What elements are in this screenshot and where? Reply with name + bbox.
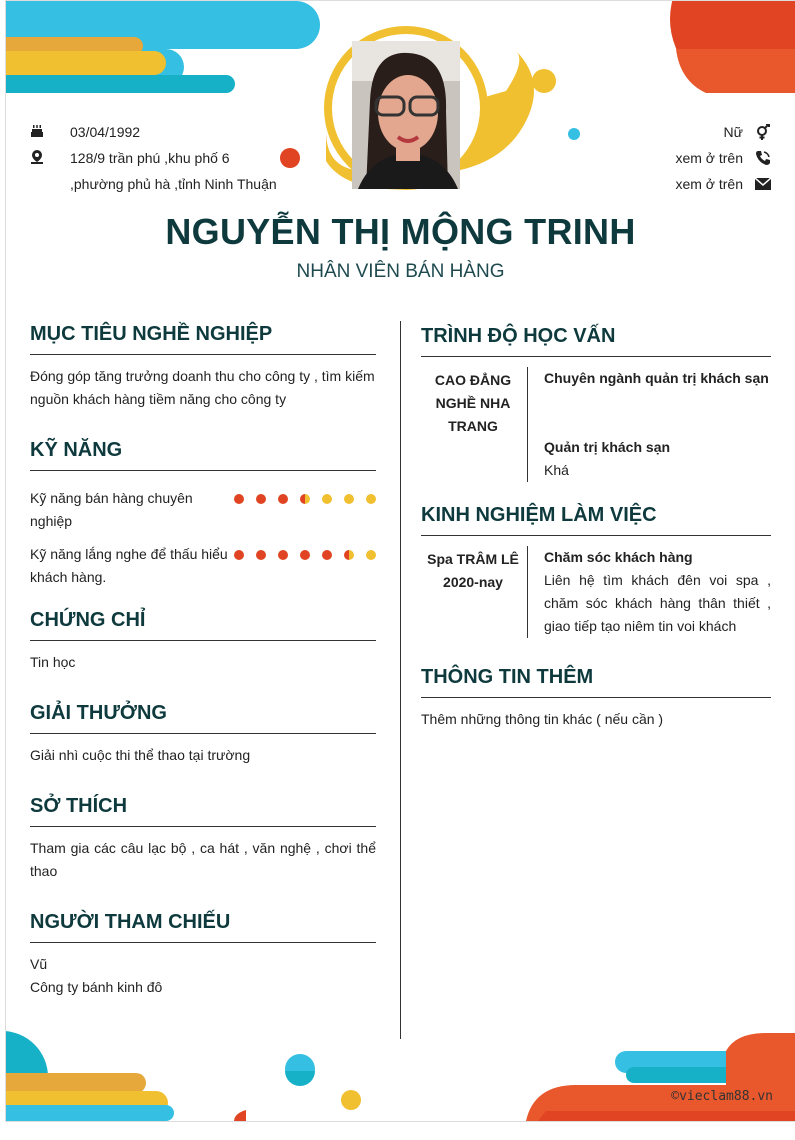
experience-line: [527, 546, 528, 638]
rating-dot: [366, 494, 376, 504]
rating-dot: [256, 494, 266, 504]
birthday-row: [30, 119, 277, 145]
education-line: [527, 367, 528, 482]
decor-top-left: [6, 1, 326, 101]
experience-title: KINH NGHIỆM LÀM VIỆC: [421, 504, 771, 536]
rating-dot: [256, 550, 266, 560]
skill-rating: [234, 543, 376, 560]
extra-text: Thêm những thông tin khác ( nếu cần ): [421, 711, 664, 727]
rating-dot: [344, 494, 354, 504]
hobbies-section: [30, 795, 376, 883]
rating-dot: [322, 550, 332, 560]
decor-top-right: [666, 1, 795, 101]
awards-title: GIẢI THƯỞNG: [30, 702, 376, 734]
birthday-text: 03/04/1992: [70, 124, 141, 140]
certificates-text: Tin học: [30, 654, 76, 670]
rating-dot: [300, 494, 310, 504]
address-line-1: 128/9 trần phú ,khu phố 6: [70, 150, 230, 166]
skill-name: Kỹ năng bán hàng chuyên nghiệp: [30, 490, 193, 529]
objective-title: MỤC TIÊU NGHỀ NGHIỆP: [30, 323, 376, 355]
reference-company: Công ty bánh kinh đô: [30, 979, 163, 995]
rating-dot: [366, 550, 376, 560]
gender-icon: [743, 124, 771, 140]
objective-section: [30, 323, 376, 411]
rating-dot: [278, 494, 288, 504]
certificates-section: [30, 609, 376, 674]
rating-dot: [300, 550, 310, 560]
avatar: [352, 41, 460, 189]
cake-icon: [30, 119, 70, 138]
skills-title: KỸ NĂNG: [30, 439, 376, 471]
job-title: NHÂN VIÊN BÁN HÀNG: [296, 261, 505, 282]
location-icon: [30, 145, 70, 164]
objective-text: Đóng góp tăng trưởng doanh thu cho công ty , tìm kiếm nguồn khách hàng tiềm năng cho công ty: [30, 368, 375, 407]
address-row: [30, 145, 277, 197]
skill-item: [30, 543, 376, 589]
decor-bottom-dot-yellow: [340, 1089, 364, 1113]
education-major: Chuyên ngành quản trị khách sạn: [544, 370, 769, 386]
rating-dot: [344, 550, 354, 560]
awards-text: Giải nhì cuộc thi thể thao tại trường: [30, 747, 251, 763]
education-entry: [421, 367, 771, 482]
cv-page: [5, 0, 795, 1122]
email-row: [675, 171, 771, 197]
experience-company: Spa TRÂM LÊ: [427, 551, 519, 567]
education-school: CAO ĐẲNG NGHỀ NHA TRANG: [434, 372, 512, 434]
phone-text: xem ở trên: [675, 150, 743, 166]
skills-section: [30, 439, 376, 589]
full-name: NGUYỄN THỊ MỘNG TRINH: [165, 211, 636, 252]
decor-bottom-dot-blue: [284, 1053, 320, 1087]
skill-item: [30, 487, 376, 533]
references-title: NGƯỜI THAM CHIẾU: [30, 911, 376, 943]
decor-bottom-left: [6, 1031, 246, 1121]
reference-name: Vũ: [30, 956, 48, 972]
watermark: ©vieclam88.vn: [671, 1089, 773, 1104]
column-divider: [400, 321, 401, 1039]
phone-icon: [743, 150, 771, 166]
personal-info-left: [30, 119, 277, 197]
experience-entry: [421, 546, 771, 638]
hobbies-text: Tham gia các câu lạc bộ , ca hát , văn nghệ , chơi thể thao: [30, 840, 376, 879]
experience-period: 2020-nay: [443, 574, 503, 590]
gender-row: [675, 119, 771, 145]
extra-title: THÔNG TIN THÊM: [421, 666, 771, 698]
education-title: TRÌNH ĐỘ HỌC VẤN: [421, 325, 771, 357]
skill-rating: [234, 487, 376, 504]
experience-position: Chăm sóc khách hàng: [544, 549, 693, 565]
personal-info-right: [675, 119, 771, 197]
education-grade: Khá: [544, 462, 569, 478]
decor-red-dot: [279, 147, 301, 169]
awards-section: [30, 702, 376, 767]
email-text: xem ở trên: [675, 176, 743, 192]
experience-description: Liên hệ tìm khách đên voi spa , chăm sóc khách hàng thân thiết , giao tiếp tạo niêm tin voi khách: [544, 572, 771, 634]
mail-icon: [743, 178, 771, 190]
education-subject: Quản trị khách sạn: [544, 439, 671, 455]
rating-dot: [234, 550, 244, 560]
gender-text: Nữ: [723, 124, 743, 140]
address-line-2: ,phường phủ hà ,tỉnh Ninh Thuận: [70, 176, 277, 192]
hobbies-title: SỞ THÍCH: [30, 795, 376, 827]
rating-dot: [322, 494, 332, 504]
rating-dot: [278, 550, 288, 560]
skill-name: Kỹ năng lắng nghe để thấu hiểu khách hàng.: [30, 546, 228, 585]
rating-dot: [234, 494, 244, 504]
left-column: [30, 323, 376, 1027]
decor-bottom-right: [526, 1031, 795, 1121]
references-section: [30, 911, 376, 999]
right-column: [421, 325, 771, 731]
phone-row: [675, 145, 771, 171]
certificates-title: CHỨNG CHỈ: [30, 609, 376, 641]
